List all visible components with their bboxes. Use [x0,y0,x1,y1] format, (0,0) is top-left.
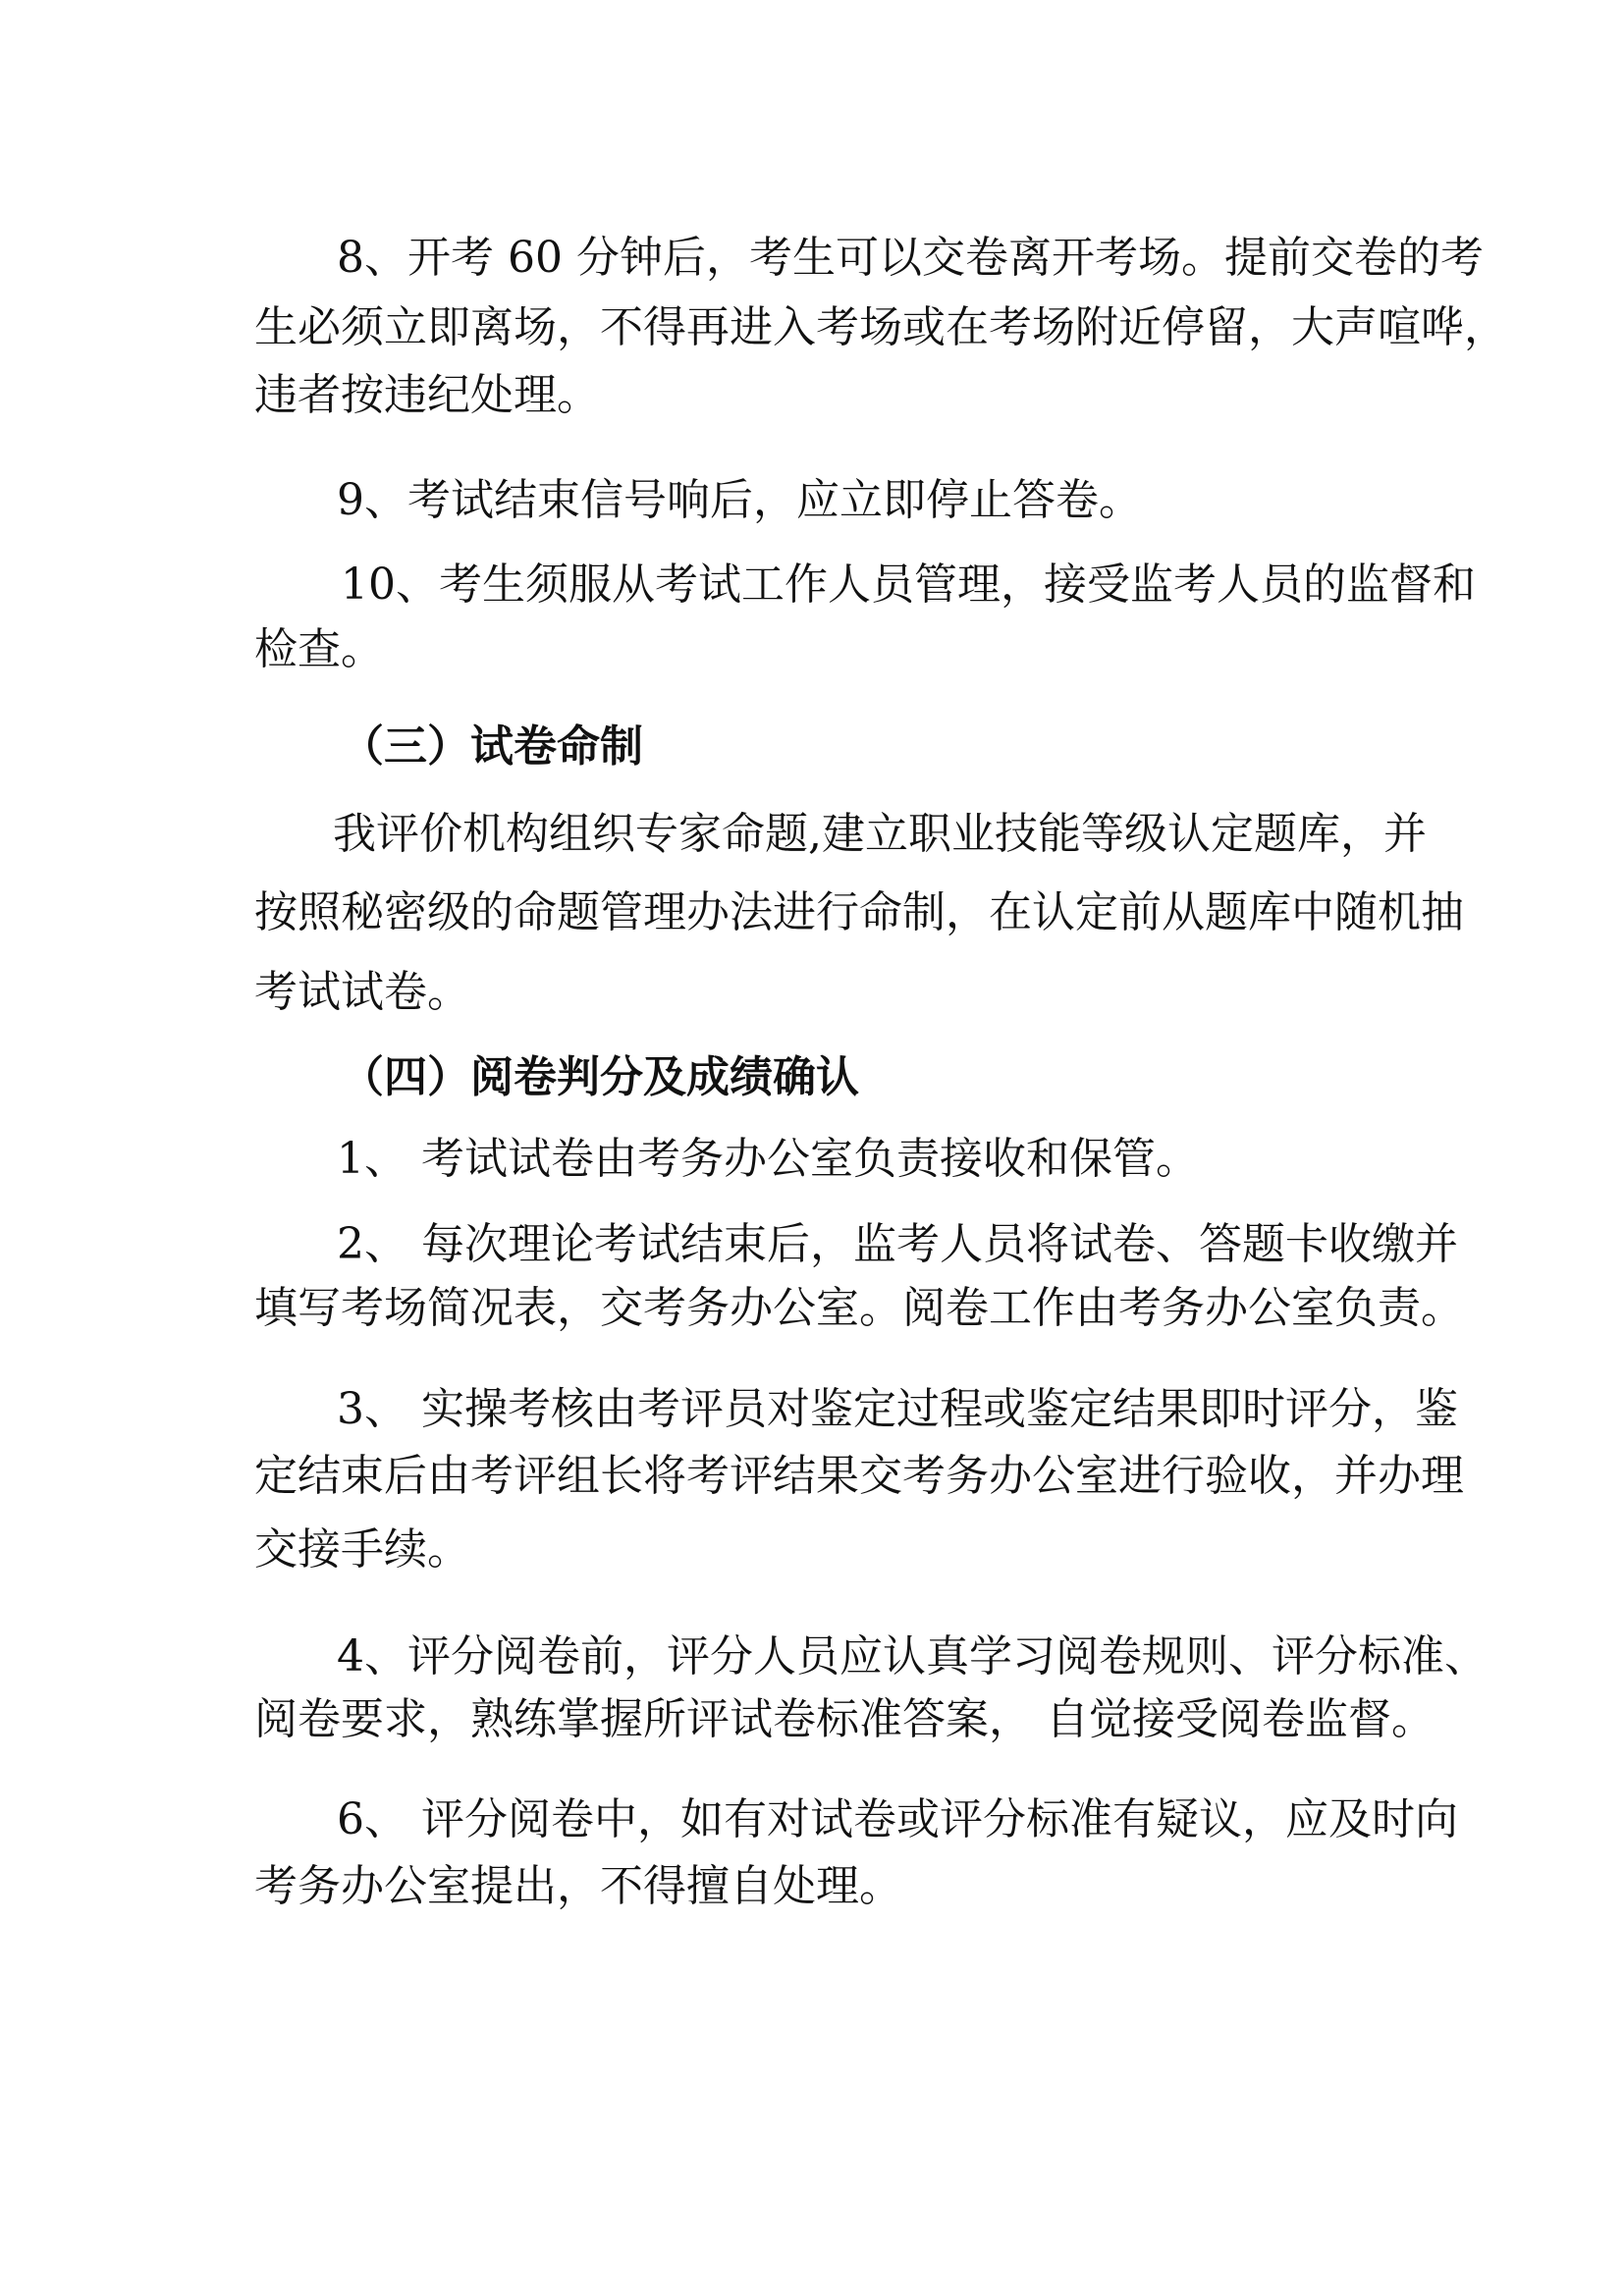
text-line: 违者按违纪处理。 [254,370,600,420]
text-line: 10、考生须服从考试工作人员管理，接受监考人员的监督和 [341,560,1476,610]
text-line: 6、 评分阅卷中，如有对试卷或评分标准有疑议，应及时向 [337,1794,1458,1844]
text-line: 1、 考试试卷由考务办公室负责接收和保管。 [337,1134,1199,1184]
text-line: 8、开考 60 分钟后，考生可以交卷离开考场。提前交卷的考 [337,233,1484,283]
text-line: 填写考场简况表，交考务办公室。阅卷工作由考务办公室负责。 [254,1283,1464,1333]
text-line: 我评价机构组织专家命题,建立职业技能等级认定题库，并 [333,809,1427,859]
text-line: 定结束后由考评组长将考评结果交考务办公室进行验收，并办理 [254,1451,1464,1501]
text-line: 2、 每次理论考试结束后，监考人员将试卷、答题卡收缴并 [337,1219,1458,1269]
text-line: 9、考试结束信号响后，应立即停止答卷。 [337,475,1142,525]
text-line: 考务办公室提出，不得擅自处理。 [254,1861,902,1911]
text-line: 按照秘密级的命题管理办法进行命制，在认定前从题库中随机抽 [254,887,1464,937]
text-line: 4、评分阅卷前，评分人员应认真学习阅卷规则、评分标准、 [337,1631,1488,1682]
section-heading-3: （三）试卷命制 [341,721,643,772]
text-line: 交接手续。 [254,1524,470,1575]
text-line: 检查。 [254,624,384,674]
text-line: 考试试卷。 [254,967,470,1017]
text-line: 生必须立即离场，不得再进入考场或在考场附近停留，大声喧哗， [254,302,1507,352]
text-line: 阅卷要求，熟练掌握所评试卷标准答案， 自觉接受阅卷监督。 [254,1694,1435,1744]
text-line: 3、 实操考核由考评员对鉴定过程或鉴定结果即时评分，鉴 [337,1384,1458,1434]
section-heading-4: （四）阅卷判分及成绩确认 [341,1052,859,1102]
